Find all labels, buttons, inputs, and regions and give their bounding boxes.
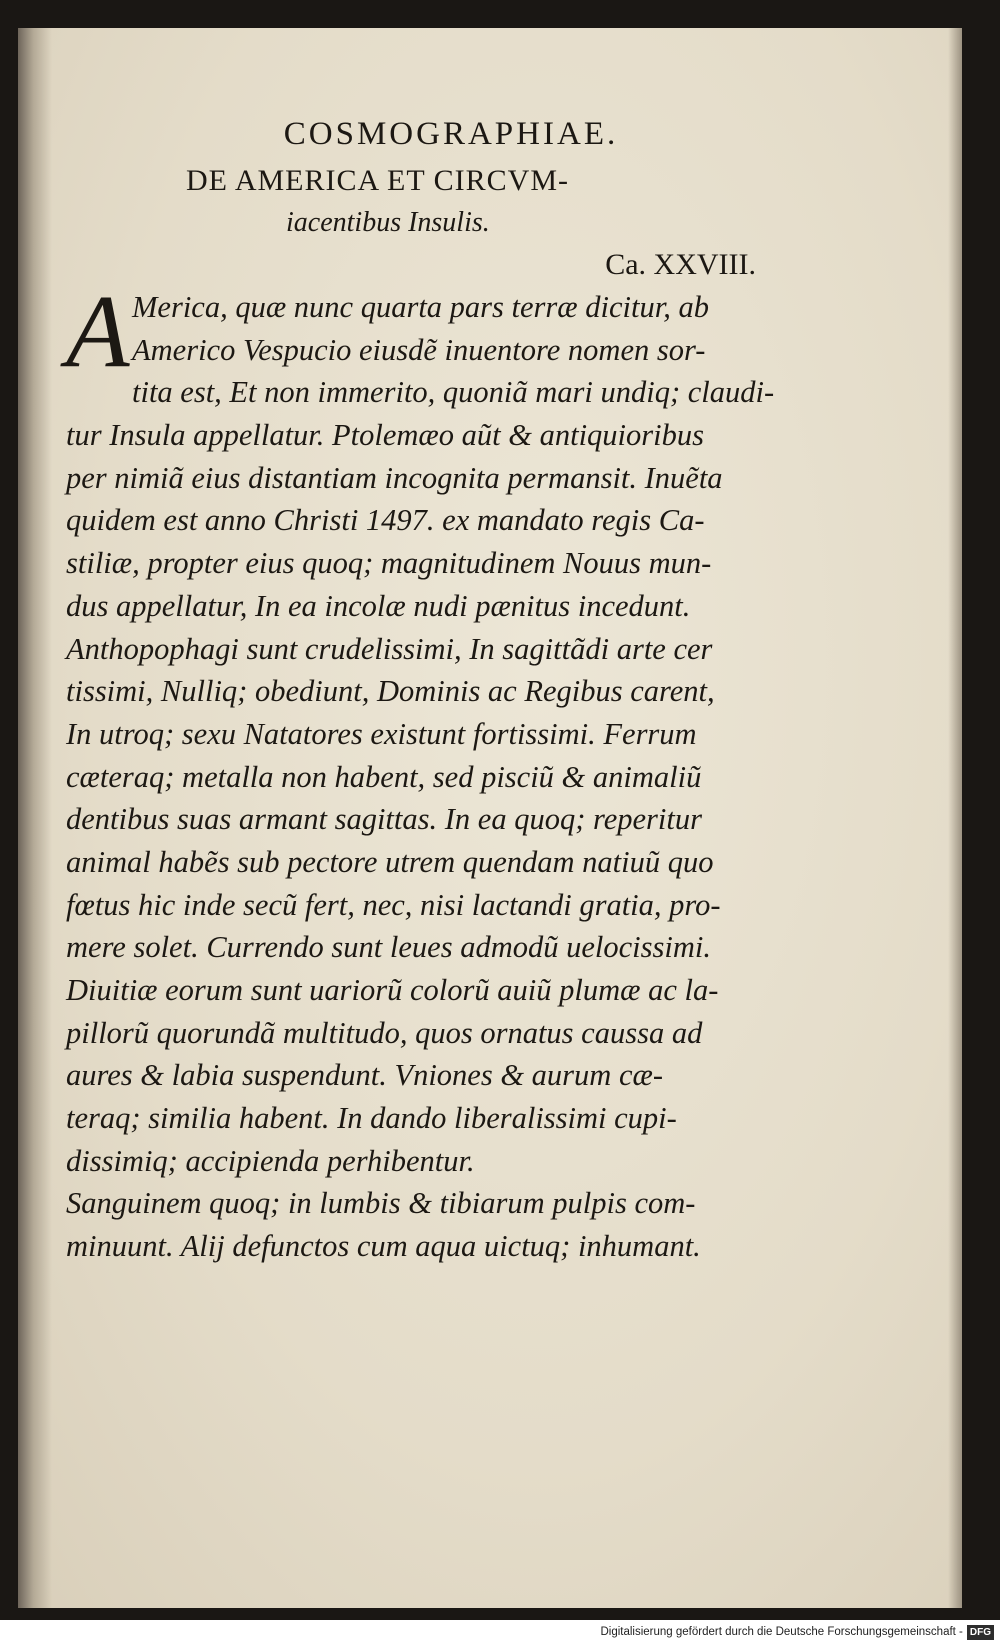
text-line: per nimiã eius distantiam incognita permansit. Inuẽta xyxy=(66,460,723,495)
drop-cap: A xyxy=(66,274,130,389)
text-line: Diuitiæ eorum sunt uariorũ colorũ auiũ plumæ ac la- xyxy=(66,973,719,1007)
book-page xyxy=(18,28,962,1608)
text-line: Anthopophagi sunt crudelissimi, In sagittãdi arte cer xyxy=(66,631,713,666)
text-line: stiliæ, propter eius quoq; magnitudinem Nouus mun- xyxy=(66,546,712,581)
text-line: In utroq; sexu Natatores existunt fortissimi. Ferrum xyxy=(66,716,697,751)
text-line: Merica, quæ nunc quarta pars terræ dicitur, ab xyxy=(132,290,709,324)
text-line: animal habẽs sub pectore utrem quendam natiuũ quo xyxy=(66,844,714,879)
text-line: quidem est anno Christi 1497. ex mandato regis Ca- xyxy=(66,503,705,538)
page-edge xyxy=(948,28,962,1608)
chapter-number: Ca. XXVIII. xyxy=(605,248,756,281)
text-line: tita est, Et non immerito, quoniã mari undiq; claudi- xyxy=(132,375,775,410)
text-line: cæteraq; metalla non habent, sed pisciũ & animaliũ xyxy=(66,759,702,794)
text-line: dus appellatur, In ea incolæ nudi pænitus incedunt. xyxy=(66,588,691,623)
text-line: pillorũ quorundã multitudo, quos ornatus caussa ad xyxy=(66,1015,703,1050)
running-head: COSMOGRAPHIAE. xyxy=(283,116,619,152)
text-line: dentibus suas armant sagittas. In ea quoq; reperitur xyxy=(66,802,702,837)
digitization-credit xyxy=(600,1623,994,1641)
text-line: Sanguinem quoq; in lumbis & tibiarum pulpis com- xyxy=(66,1186,696,1221)
credit-text: Digitalisierung gefördert durch die Deutsche Forschungsgemeinschaft - xyxy=(600,1626,963,1638)
text-line: minuunt. Alij defunctos cum aqua uictuq; inhumant. xyxy=(66,1229,701,1264)
text-line: dissimiq; accipienda perhibentur. xyxy=(66,1143,475,1178)
page-text-block xyxy=(66,108,775,1268)
text-line: mere solet. Currendo sunt leues admodũ uelocissimi. xyxy=(66,930,711,965)
text-line: teraq; similia habent. In dando liberalissimi cupi- xyxy=(66,1101,677,1136)
body-text xyxy=(66,274,775,1268)
text-line: tissimi, Nulliq; obediunt, Dominis ac Regibus carent, xyxy=(66,674,715,709)
chapter-subtitle: iacentibus Insulis. xyxy=(286,207,490,238)
chapter-title: DE AMERICA ET CIRCVM- xyxy=(186,164,569,197)
dfg-logo: DFG xyxy=(967,1625,994,1640)
text-line: Americo Vespucio eiusdẽ inuentore nomen sor- xyxy=(132,332,706,367)
text-line: fœtus hic inde secũ fert, nec, nisi lactandi gratia, pro- xyxy=(66,887,721,922)
text-line: aures & labia suspendunt. Vniones & aurum cæ- xyxy=(66,1058,663,1093)
text-line: tur Insula appellatur. Ptolemæo aũt & antiquioribus xyxy=(66,418,704,453)
page-gutter-shadow xyxy=(18,28,52,1608)
